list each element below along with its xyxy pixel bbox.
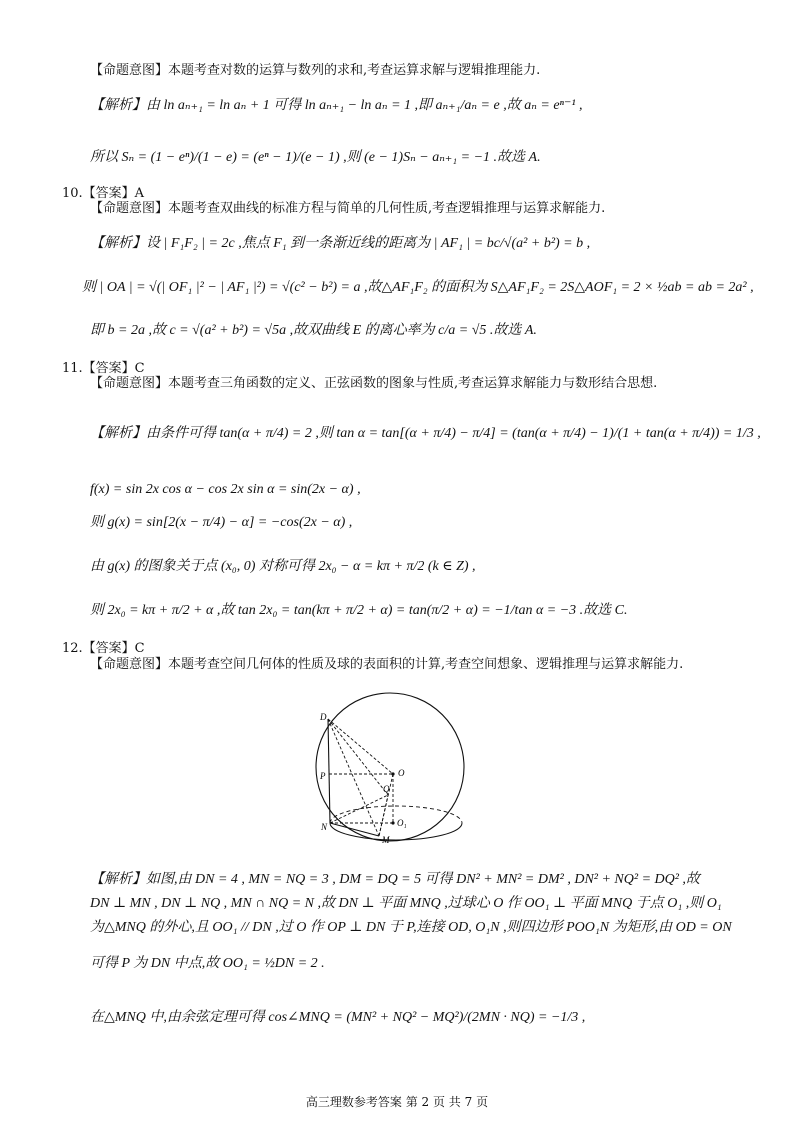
label-D: D <box>320 712 327 722</box>
label-O: O <box>398 768 405 778</box>
q12-analysis-line4: 可得 P 为 DN 中点,故 OO₁ = ½DN = 2 . <box>90 956 325 971</box>
q11-analysis-line1: 【解析】由条件可得 tan(α + π/4) = 2 ,则 tan α = tan[(α + π/4) − π/4] = (tan(α + π/4) − 1)/(1 + tan(α + π/4)) = 1/3 , <box>90 426 761 441</box>
base-circle-front <box>330 823 462 840</box>
q9-analysis-line2: 所以 Sₙ = (1 − eⁿ)/(1 − e) = (eⁿ − 1)/(e − 1) ,则 (e − 1)Sₙ − aₙ₊₁ = −1 .故选 A. <box>90 150 541 165</box>
label-O1: O₁ <box>397 818 407 828</box>
point-O1 <box>391 821 394 824</box>
q10-intent: 【命题意图】本题考查双曲线的标准方程与简单的几何性质,考查逻辑推理与运算求解能力. <box>90 201 606 216</box>
q11-analysis-line2: f(x) = sin 2x cos α − cos 2x sin α = sin(2x − α) , <box>90 482 361 497</box>
segment-DM <box>328 719 379 836</box>
base-circle-back <box>330 806 462 823</box>
q10-analysis-line3: 即 b = 2a ,故 c = √(a² + b²) = √5a ,故双曲线 E 的离心率为 c/a = √5 .故选 A. <box>90 323 537 338</box>
q12-analysis-line1: 【解析】如图,由 DN = 4 , MN = NQ = 3 , DM = DQ = 5 可得 DN² + MN² = DM² , DN² + NQ² = DQ² ,故 <box>90 872 700 887</box>
q11-answer: 11.【答案】C <box>62 361 145 376</box>
sphere-outline <box>316 693 464 841</box>
label-N: N <box>321 822 328 832</box>
q10-answer: 10.【答案】A <box>62 186 145 201</box>
q9-intent: 【命题意图】本题考查对数的运算与数列的求和,考查运算求解与逻辑推理能力. <box>90 63 541 78</box>
q10-analysis-line2: 则 | OA | = √(| OF₁ |² − | AF₁ |²) = √(c² − b²) = a ,故△AF₁F₂ 的面积为 S△AF₁F₂ = 2S△AOF₁ = 2 × ½ab = ab = 2a² , <box>82 280 754 295</box>
q11-analysis-line4: 由 g(x) 的图象关于点 (x₀, 0) 对称可得 2x₀ − α = kπ + π/2 (k ∈ Z) , <box>90 559 476 574</box>
q11-analysis-line5: 则 2x₀ = kπ + π/2 + α ,故 tan 2x₀ = tan(kπ + π/2 + α) = tan(π/2 + α) = −1/tan α = −3 .故选 C. <box>90 603 628 618</box>
q11-analysis-line3: 则 g(x) = sin[2(x − π/4) − α] = −cos(2x − α) , <box>90 515 353 530</box>
q12-analysis-line3: 为△MNQ 的外心,且 OO₁ // DN ,过 O 作 OP ⊥ DN 于 P,连接 OD, O₁N ,则四边形 POO₁N 为矩形,由 OD = ON <box>90 920 732 935</box>
q9-analysis-line1: 【解析】由 ln aₙ₊₁ = ln aₙ + 1 可得 ln aₙ₊₁ − ln aₙ = 1 ,即 aₙ₊₁/aₙ = e ,故 aₙ = eⁿ⁻¹ , <box>90 98 583 113</box>
point-O <box>391 772 394 775</box>
sphere-figure <box>309 683 479 853</box>
label-P: P <box>320 771 326 781</box>
q10-analysis-line1: 【解析】设 | F₁F₂ | = 2c ,焦点 F₁ 到一条渐近线的距离为 | AF₁ | = bc/√(a² + b²) = b , <box>90 236 591 251</box>
q12-answer: 12.【答案】C <box>62 641 145 656</box>
segment-NQ <box>330 795 388 823</box>
segment-DQ <box>328 719 388 795</box>
q12-analysis-line2: DN ⊥ MN , DN ⊥ NQ , MN ∩ NQ = N ,故 DN ⊥ 平面 MNQ ,过球心 O 作 OO₁ ⊥ 平面 MNQ 于点 O₁ ,则 O₁ <box>90 896 722 911</box>
segment-DO <box>328 719 393 774</box>
segment-NM <box>330 823 379 836</box>
q11-intent: 【命题意图】本题考查三角函数的定义、正弦函数的图象与性质,考查运算求解能力与数形结合思想. <box>90 376 658 391</box>
q12-intent: 【命题意图】本题考查空间几何体的性质及球的表面积的计算,考查空间想象、逻辑推理与运算求解能力. <box>90 657 684 672</box>
q12-analysis-line5: 在△MNQ 中,由余弦定理可得 cos∠MNQ = (MN² + NQ² − MQ²)/(2MN · NQ) = −1/3 , <box>90 1010 586 1025</box>
label-M: M <box>382 835 390 845</box>
page-footer: 高三理数参考答案 第 2 页 共 7 页 <box>305 1095 489 1109</box>
label-Q: Q <box>383 784 390 794</box>
